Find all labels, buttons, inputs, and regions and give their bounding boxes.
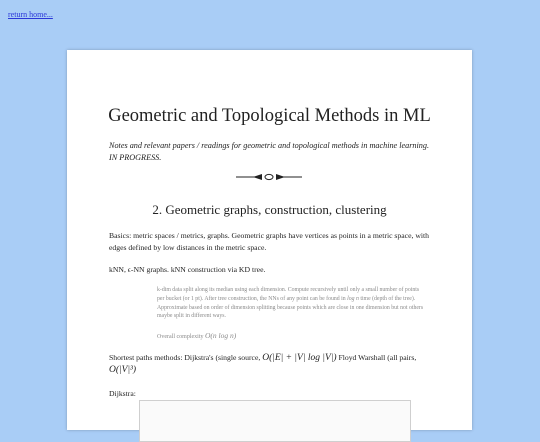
shortest-paths-paragraph (109, 352, 434, 376)
shortest-math-2: O(|V|³) (109, 365, 137, 375)
content-page (67, 50, 472, 430)
kd-note-text-1: k-dim data split along its median using each dimension. Compute recursively until only a small number of points per bucket (or 1 pt). After tree construction, the NNs of any point can be found in (157, 287, 420, 302)
ornament-divider-icon (235, 171, 303, 183)
dijkstra-label: Dijkstra: (109, 389, 136, 398)
shortest-text-2: Floyd Warshall (all pairs, (336, 353, 417, 362)
basics-paragraph: Basics: metric spaces / metrics, graphs. Geometric graphs have vertices as points in a metric space, with edges defined by low distances in the metric space. (109, 231, 429, 252)
dijkstra-figure (139, 400, 411, 442)
page-title: Geometric and Topological Methods in ML (108, 106, 431, 126)
kd-tree-note (157, 286, 427, 321)
kd-note-text-2: time (depth of the tree). Approximate based on order of dimension splitting because points which are close in one dimension but not others maybe split in different ways. (157, 295, 424, 320)
shortest-math-1: O(|E| + |V| log |V|) (262, 353, 337, 363)
section-heading: 2. Geometric graphs, construction, clustering (152, 202, 387, 217)
knn-paragraph: kNN, ϵ-NN graphs. kNN construction via KD tree. (109, 265, 266, 274)
complexity-note (157, 332, 427, 342)
return-home-link[interactable]: return home... (8, 10, 53, 19)
complexity-label: Overall complexity (157, 334, 205, 340)
shortest-text-1: Shortest paths methods: Dijkstra's (single source, (109, 353, 263, 362)
complexity-math: O(n log n) (205, 331, 237, 340)
page-subtitle: Notes and relevant papers / readings for geometric and topological methods in machine learning. IN PROGRESS. (109, 141, 430, 162)
kd-note-math: log n (347, 295, 359, 302)
